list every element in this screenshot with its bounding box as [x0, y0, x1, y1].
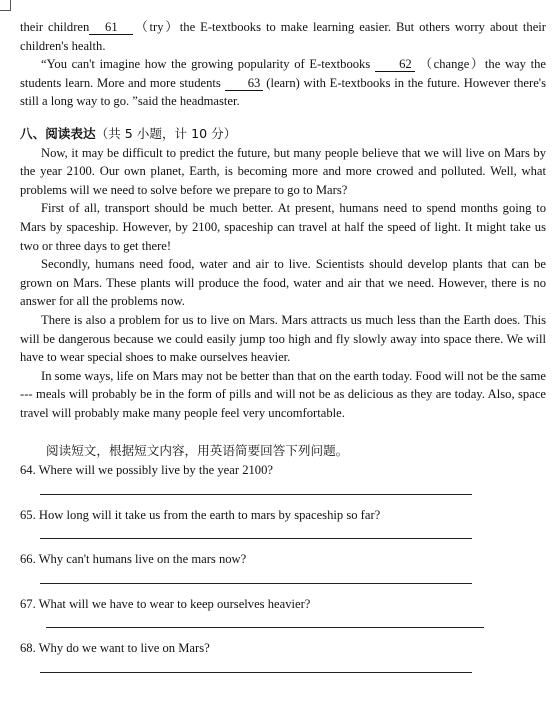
passage-text: “You can't imagine how the growing popularity of E-textbooks: [41, 57, 371, 72]
article-paragraph-4: There is also a problem for us to live on Mars. Mars attracts us much less than the Earth does. This will be dangerous because we could easily jump too high and fly slowly away into space there. We will have to wear special shoes to make ourselves heavier.: [20, 312, 546, 365]
passage-text: （change）the way the students learn. More and more students: [20, 57, 546, 90]
blank-61[interactable]: 61: [89, 20, 133, 35]
top-passage-paragraph-2: [20, 55, 546, 111]
passage-text: (learn) with E-textbooks in the future. However there's still a long way to go. ”said the headmaster.: [20, 75, 546, 109]
question-67: 67. What will we have to wear to keep ourselves heavier?: [20, 596, 311, 611]
section-heading: [20, 125, 546, 144]
question-66: 66. Why can't humans live on the mars now?: [20, 552, 247, 567]
article-paragraph-5: In some ways, life on Mars may not be better than that on the earth today. Food will not be the same --- meals will probably be in the form of pills and will not be as delicious as they are today. Also, space travel will probably make many people feel very uncomfortable.: [20, 368, 546, 420]
question-instruction: 阅读短文，根据短文内容，用英语简要回答下列问题。: [46, 443, 349, 459]
answer-line-66[interactable]: [40, 569, 472, 584]
article-paragraph-3: Secondly, humans need food, water and air to live. Scientists should develop plants that can be grown on Mars. These plants will produce the food, water and air that we need. However, there is no answer for all the problems now.: [20, 257, 546, 309]
article-paragraph-1: Now, it may be difficult to predict the future, but many people believe that we will live on Mars by the year 2100. Our own planet, Earth, is becoming more and more crowed and polluted. Well, what problems will we need to solve before we prepare to go to Mars?: [20, 145, 546, 197]
article-paragraph-2: First of all, transport should be much better. At present, humans need to spend months going to Mars by spaceship. However, by 2100, spaceship can travel at half the speed of light. It might take us two or three days to get there!: [20, 201, 546, 253]
section-score-note: （共 5 小题，计 10 分）: [95, 125, 237, 141]
answer-line-64[interactable]: [40, 480, 472, 495]
blank-62[interactable]: 62: [375, 57, 415, 72]
question-68: 68. Why do we want to live on Mars?: [20, 641, 210, 656]
page-corner-mark: [0, 0, 11, 11]
top-passage-paragraph-1: [20, 18, 546, 55]
section-title: 八、阅读表达: [20, 125, 96, 141]
question-64: 64. Where will we possibly live by the year 2100?: [20, 463, 273, 478]
blank-63[interactable]: 63: [225, 76, 263, 91]
exam-page: [20, 18, 546, 684]
answer-line-67[interactable]: [46, 613, 484, 628]
answer-line-68[interactable]: [40, 658, 472, 673]
passage-text: their children: [20, 20, 90, 34]
answer-line-65[interactable]: [40, 524, 472, 539]
passage-text: （try）the E-textbooks to make learning easier. But others worry about their children's health.: [20, 20, 546, 53]
question-65: 65. How long will it take us from the earth to mars by spaceship so far?: [20, 507, 381, 522]
